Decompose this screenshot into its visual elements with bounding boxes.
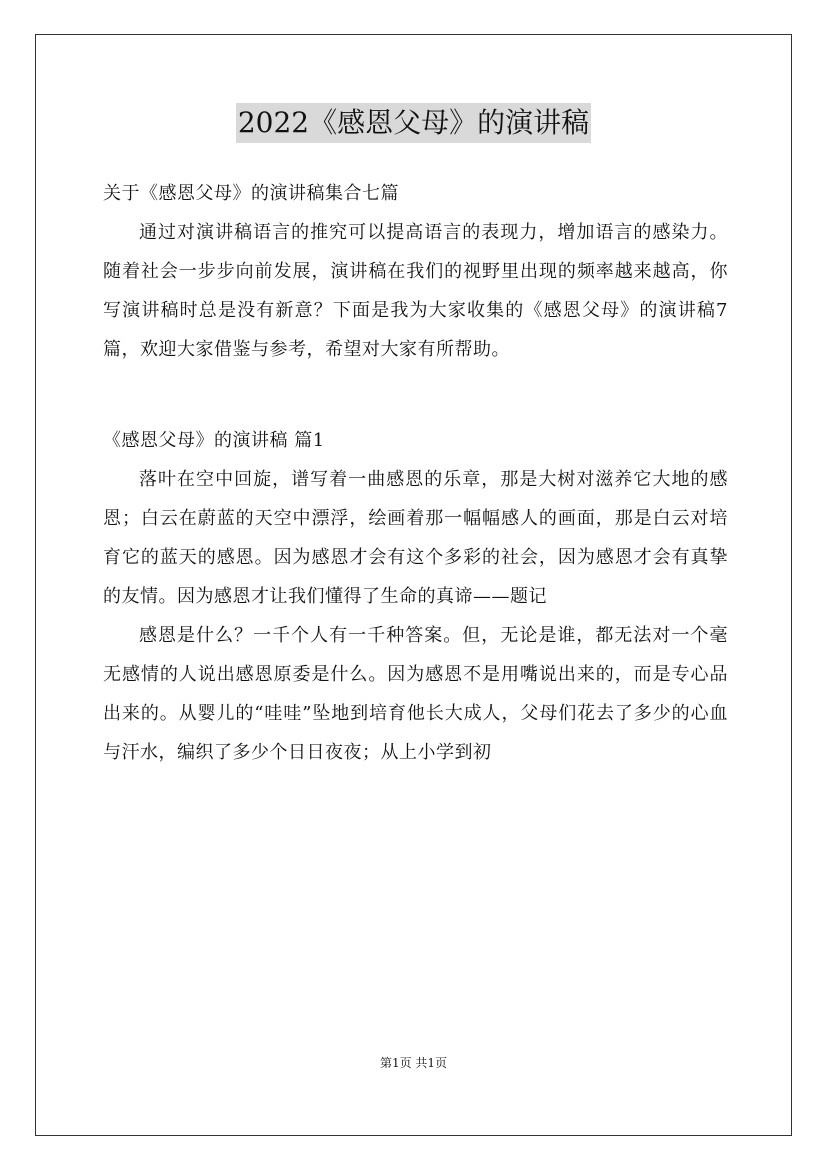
section-spacer: [103, 369, 728, 421]
section-heading: 《感恩父母》的演讲稿 篇1: [103, 430, 325, 451]
intro-heading: 关于《感恩父母》的演讲稿集合七篇: [103, 183, 399, 204]
document-title: [0, 102, 827, 143]
intro-paragraph: 通过对演讲稿语言的推究可以提高语言的表现力，增加语言的感染力。随着社会一步步向前发展，演讲稿在我们的视野里出现的频率越来越高，你写演讲稿时总是没有新意？下面是我为大家收集的《感恩父母》的演讲稿7篇，欢迎大家借鉴与参考，希望对大家有所帮助。: [103, 222, 728, 360]
document-body: [103, 174, 728, 772]
page-footer: 第1页 共1页: [379, 1056, 448, 1070]
document-title-text: 2022《感恩父母》的演讲稿: [236, 103, 591, 143]
section-paragraph-2: 感恩是什么？一千个人有一千种答案。但，无论是谁，都无法对一个毫无感情的人说出感恩原委是什么。因为感恩不是用嘴说出来的，而是专心品出来的。从婴儿的“哇哇”坠地到培育他长大成人，父母们花去了多少的心血与汗水，编织了多少个日日夜夜；从上小学到初: [103, 625, 728, 763]
section-paragraph-1: 落叶在空中回旋，谱写着一曲感恩的乐章，那是大树对滋养它大地的感恩；白云在蔚蓝的天空中漂浮，绘画着那一幅幅感人的画面，那是白云对培育它的蓝天的感恩。因为感恩才会有这个多彩的社会，因为感恩才会有真挚的友情。因为感恩才让我们懂得了生命的真谛——题记: [103, 469, 728, 607]
